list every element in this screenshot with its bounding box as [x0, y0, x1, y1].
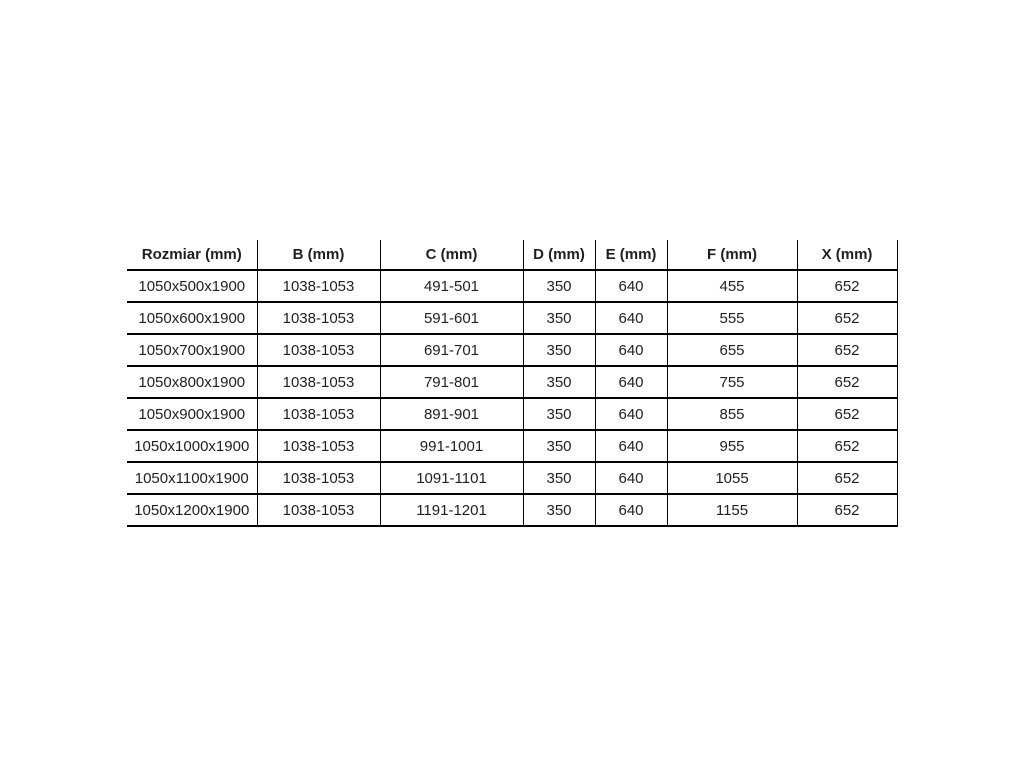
table-cell: 1038-1053 [257, 334, 380, 366]
table-cell: 652 [797, 494, 897, 526]
table-cell: 350 [523, 270, 595, 302]
table-cell: 1050x800x1900 [127, 366, 257, 398]
table-cell: 755 [667, 366, 797, 398]
table-cell: 640 [595, 366, 667, 398]
column-header: X (mm) [797, 240, 897, 270]
table-cell: 652 [797, 334, 897, 366]
size-table-header [127, 240, 897, 270]
table-cell: 991-1001 [380, 430, 523, 462]
column-header: C (mm) [380, 240, 523, 270]
size-specification-table [127, 240, 898, 527]
table-cell: 652 [797, 462, 897, 494]
table-row [127, 366, 897, 398]
table-cell: 1155 [667, 494, 797, 526]
table-row [127, 398, 897, 430]
table-cell: 640 [595, 302, 667, 334]
table-cell: 350 [523, 462, 595, 494]
table-cell: 652 [797, 398, 897, 430]
table-cell: 1038-1053 [257, 398, 380, 430]
table-cell: 855 [667, 398, 797, 430]
table-cell: 491-501 [380, 270, 523, 302]
table-cell: 350 [523, 302, 595, 334]
column-header: B (mm) [257, 240, 380, 270]
table-cell: 655 [667, 334, 797, 366]
table-cell: 691-701 [380, 334, 523, 366]
table-cell: 640 [595, 398, 667, 430]
table-row [127, 302, 897, 334]
table-cell: 1050x600x1900 [127, 302, 257, 334]
table-cell: 350 [523, 430, 595, 462]
table-cell: 955 [667, 430, 797, 462]
table-cell: 652 [797, 366, 897, 398]
size-table-body [127, 270, 897, 526]
table-row [127, 462, 897, 494]
column-header: E (mm) [595, 240, 667, 270]
column-header: Rozmiar (mm) [127, 240, 257, 270]
table-cell: 652 [797, 270, 897, 302]
column-header: D (mm) [523, 240, 595, 270]
table-cell: 350 [523, 398, 595, 430]
table-cell: 350 [523, 334, 595, 366]
table-cell: 640 [595, 270, 667, 302]
table-cell: 1038-1053 [257, 462, 380, 494]
table-cell: 1038-1053 [257, 430, 380, 462]
table-cell: 1050x1200x1900 [127, 494, 257, 526]
table-cell: 591-601 [380, 302, 523, 334]
table-cell: 640 [595, 494, 667, 526]
table-cell: 1038-1053 [257, 494, 380, 526]
table-row [127, 430, 897, 462]
table-cell: 640 [595, 462, 667, 494]
table-cell: 652 [797, 302, 897, 334]
table-cell: 1191-1201 [380, 494, 523, 526]
table-cell: 1091-1101 [380, 462, 523, 494]
table-cell: 1038-1053 [257, 270, 380, 302]
table-cell: 891-901 [380, 398, 523, 430]
table-row [127, 494, 897, 526]
table-row [127, 270, 897, 302]
table-cell: 1050x1000x1900 [127, 430, 257, 462]
table-cell: 1050x500x1900 [127, 270, 257, 302]
table-cell: 640 [595, 334, 667, 366]
table-cell: 1038-1053 [257, 302, 380, 334]
table-cell: 1055 [667, 462, 797, 494]
table-cell: 1050x1100x1900 [127, 462, 257, 494]
header-row [127, 240, 897, 270]
table-cell: 640 [595, 430, 667, 462]
table-cell: 1038-1053 [257, 366, 380, 398]
table-cell: 1050x900x1900 [127, 398, 257, 430]
table-row [127, 334, 897, 366]
table-cell: 652 [797, 430, 897, 462]
table-cell: 555 [667, 302, 797, 334]
table-cell: 455 [667, 270, 797, 302]
table-cell: 350 [523, 494, 595, 526]
table-cell: 350 [523, 366, 595, 398]
column-header: F (mm) [667, 240, 797, 270]
table-cell: 791-801 [380, 366, 523, 398]
table-cell: 1050x700x1900 [127, 334, 257, 366]
